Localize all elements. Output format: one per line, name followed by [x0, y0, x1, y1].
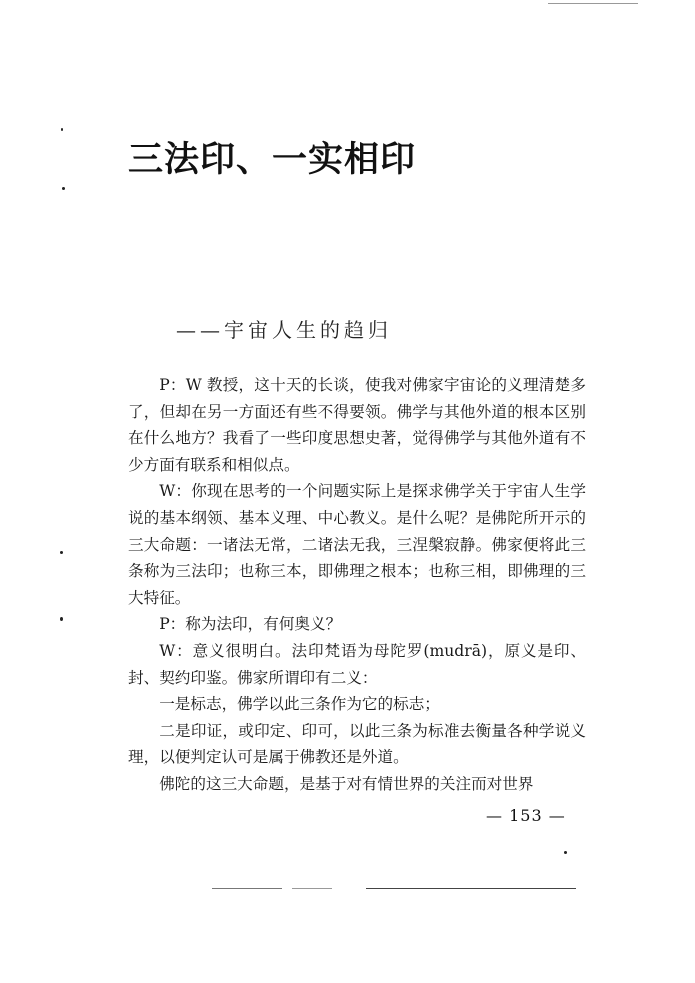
paragraph: W：你现在思考的一个问题实际上是探求佛学关于宇宙人生学说的基本纲领、基本义理、中心教义。是什么呢？是佛陀所开示的三大命题：一诸法无常，二诸法无我，三涅槃寂静。佛家便将此三条称为三法印；也称三本，即佛理之根本；也称三相，即佛理的三大特征。	[128, 482, 586, 607]
scan-speck	[60, 551, 63, 554]
scan-speck	[62, 187, 65, 190]
scan-speck	[61, 128, 63, 131]
chapter-subtitle: ——宇宙人生的趋归	[176, 318, 392, 342]
scan-top-edge	[548, 3, 638, 4]
body-text	[128, 372, 586, 798]
page-number: — 153 —	[486, 806, 566, 825]
scan-bottom-edge	[292, 888, 332, 889]
paragraph: W：意义很明白。法印梵语为母陀罗(mudrā)，原义是印、封、契约印鉴。佛家所谓印有二义：	[128, 641, 586, 687]
paragraph: P：称为法印，有何奥义？	[159, 615, 342, 634]
scan-bottom-edge	[212, 888, 282, 889]
paragraph: 一是标志，佛学以此三条作为它的标志；	[159, 695, 440, 714]
paragraph: 佛陀的这三大命题，是基于对有情世界的关注而对世界	[159, 774, 534, 793]
scan-bottom-edge	[366, 888, 576, 889]
chapter-title: 三法印、一实相印	[128, 140, 417, 180]
scan-speck	[564, 851, 567, 854]
paragraph: 二是印证，或印定、印可，以此三条为标准去衡量各种学说义理，以便判定认可是属于佛教还是外道。	[128, 721, 586, 767]
paragraph: P：W 教授，这十天的长谈，使我对佛家宇宙论的义理清楚多了，但却在另一方面还有些不得要领。佛学与其他外道的根本区别在什么地方？我看了一些印度思想史著，觉得佛学与其他外道有不少方面有联系和相似点。	[128, 376, 586, 474]
scan-speck	[60, 617, 63, 621]
